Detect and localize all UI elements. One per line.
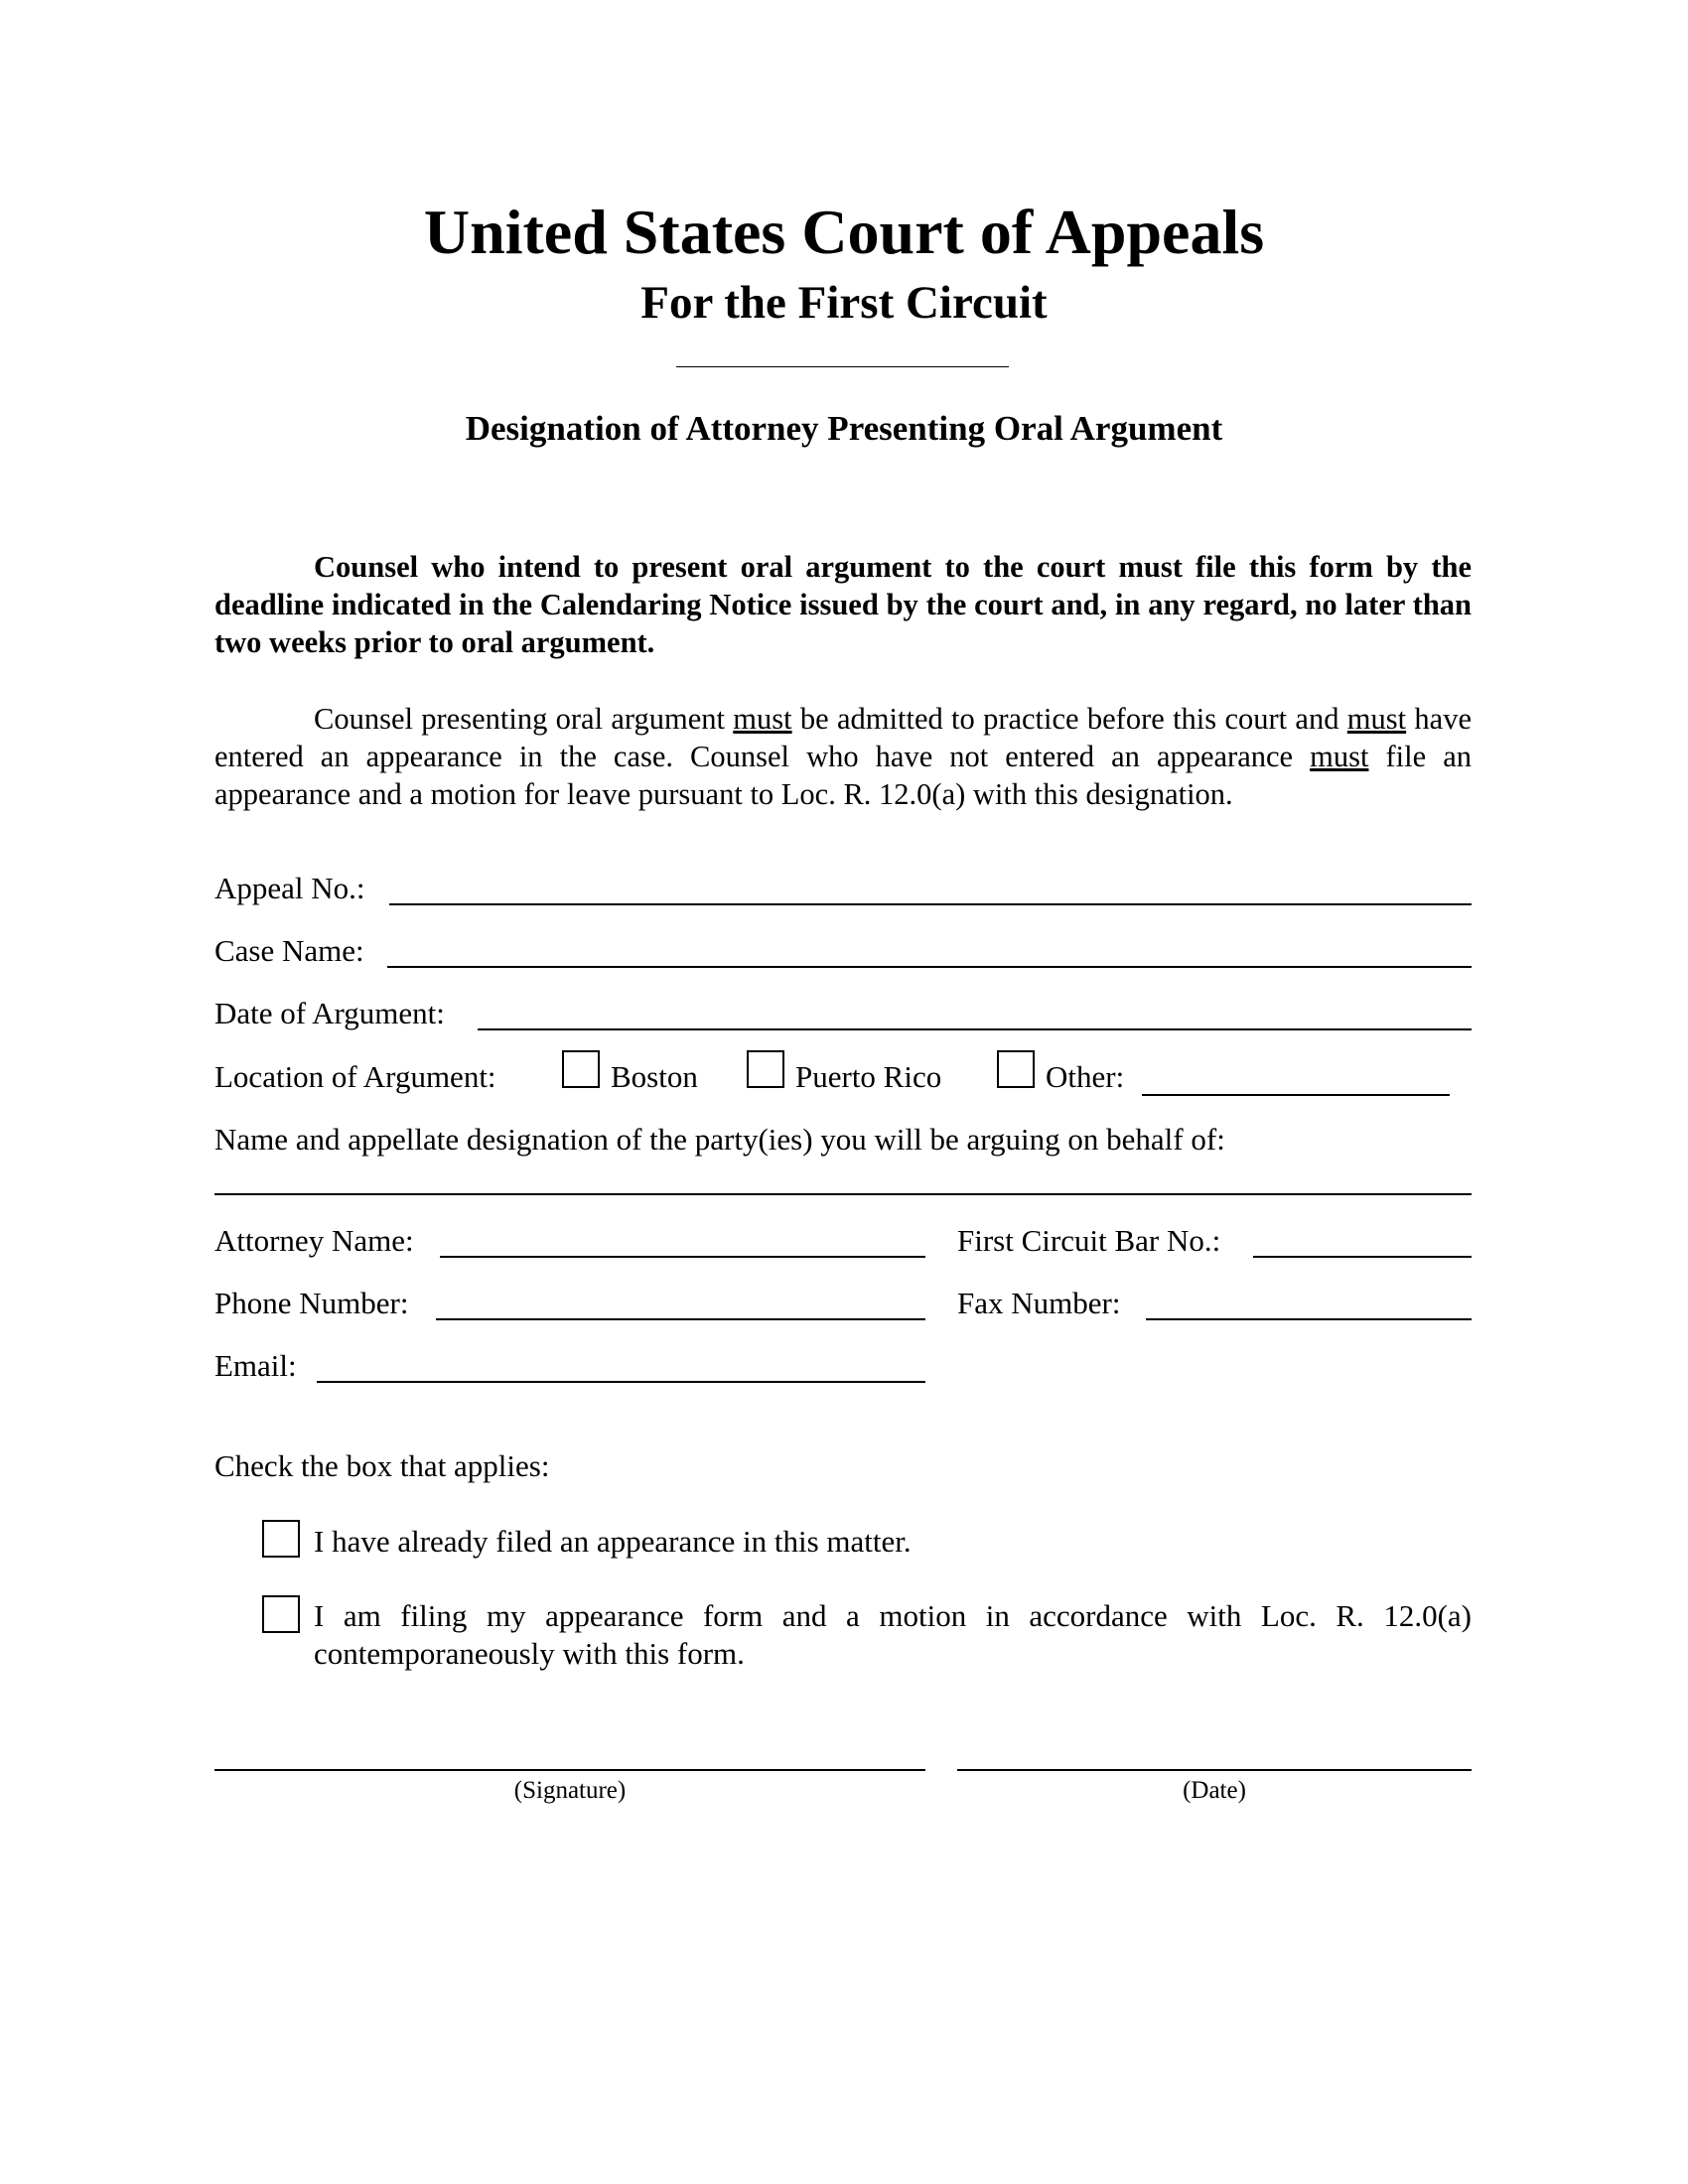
case-name-label: Case Name:: [214, 933, 364, 968]
date-of-argument-field[interactable]: [478, 1028, 1472, 1030]
location-puerto-rico-checkbox[interactable]: [747, 1050, 784, 1088]
location-other-checkbox[interactable]: [997, 1050, 1035, 1088]
already-filed-label: I have already filed an appearance in this matter.: [314, 1524, 912, 1559]
emphasis-must: must: [733, 702, 792, 736]
appeal-no-label: Appeal No.:: [214, 871, 365, 905]
already-filed-checkbox[interactable]: [262, 1520, 300, 1558]
emphasis-must: must: [1346, 702, 1407, 736]
deadline-paragraph: Counsel who intend to present oral argument to the court must file this form by the deadline indicated in the Calendaring Notice issued by the court and, in any regard, no later than two weeks prior to oral argument.: [214, 550, 1472, 659]
admission-paragraph: Counsel presenting oral argument must be admitted to practice before this court and must have entered an appearance in the case. Counsel who have not entered an appearance must file an appearance and a motion for leave pursuant to Loc. R. 12.0(a) with this designation.: [214, 702, 1473, 811]
date-of-argument-label: Date of Argument:: [214, 996, 445, 1030]
filing-now-checkbox[interactable]: [262, 1595, 300, 1633]
phone-field[interactable]: [436, 1318, 925, 1320]
email-label: Email:: [214, 1348, 297, 1383]
signature-field[interactable]: [214, 1769, 925, 1771]
court-title: United States Court of Appeals: [423, 197, 1265, 267]
appeal-no-field[interactable]: [389, 903, 1472, 905]
filing-now-label: I am filing my appearance form and a motion in accordance with Loc. R. 12.0(a) contemporaneously with this form.: [314, 1598, 1472, 1671]
circuit-subtitle: For the First Circuit: [640, 277, 1048, 329]
location-other-field[interactable]: [1142, 1094, 1450, 1096]
title-divider: [676, 366, 1009, 367]
attorney-name-field[interactable]: [440, 1256, 925, 1258]
location-puerto-rico-label: Puerto Rico: [795, 1059, 942, 1094]
email-field[interactable]: [317, 1381, 925, 1383]
location-label: Location of Argument:: [214, 1059, 496, 1094]
fax-field[interactable]: [1146, 1318, 1472, 1320]
attorney-name-label: Attorney Name:: [214, 1223, 414, 1258]
signature-caption: (Signature): [513, 1777, 627, 1804]
check-heading: Check the box that applies:: [214, 1448, 550, 1483]
deadline-instructions: [214, 548, 1472, 661]
date-caption: (Date): [1183, 1777, 1246, 1804]
phone-label: Phone Number:: [214, 1286, 409, 1320]
admission-instructions: [214, 700, 1472, 813]
location-other-label: Other:: [1046, 1059, 1125, 1094]
bar-no-field[interactable]: [1253, 1256, 1472, 1258]
emphasis-must: must: [1310, 740, 1369, 773]
party-designation-label: Name and appellate designation of the party(ies) you will be arguing on behalf of:: [214, 1122, 1225, 1157]
location-boston-checkbox[interactable]: [562, 1050, 600, 1088]
party-designation-field[interactable]: [214, 1193, 1472, 1195]
fax-label: Fax Number:: [957, 1286, 1121, 1320]
case-name-field[interactable]: [387, 966, 1472, 968]
date-field[interactable]: [957, 1769, 1472, 1771]
form-title: Designation of Attorney Presenting Oral Argument: [465, 409, 1223, 448]
location-boston-label: Boston: [611, 1059, 698, 1094]
bar-no-label: First Circuit Bar No.:: [957, 1223, 1221, 1258]
